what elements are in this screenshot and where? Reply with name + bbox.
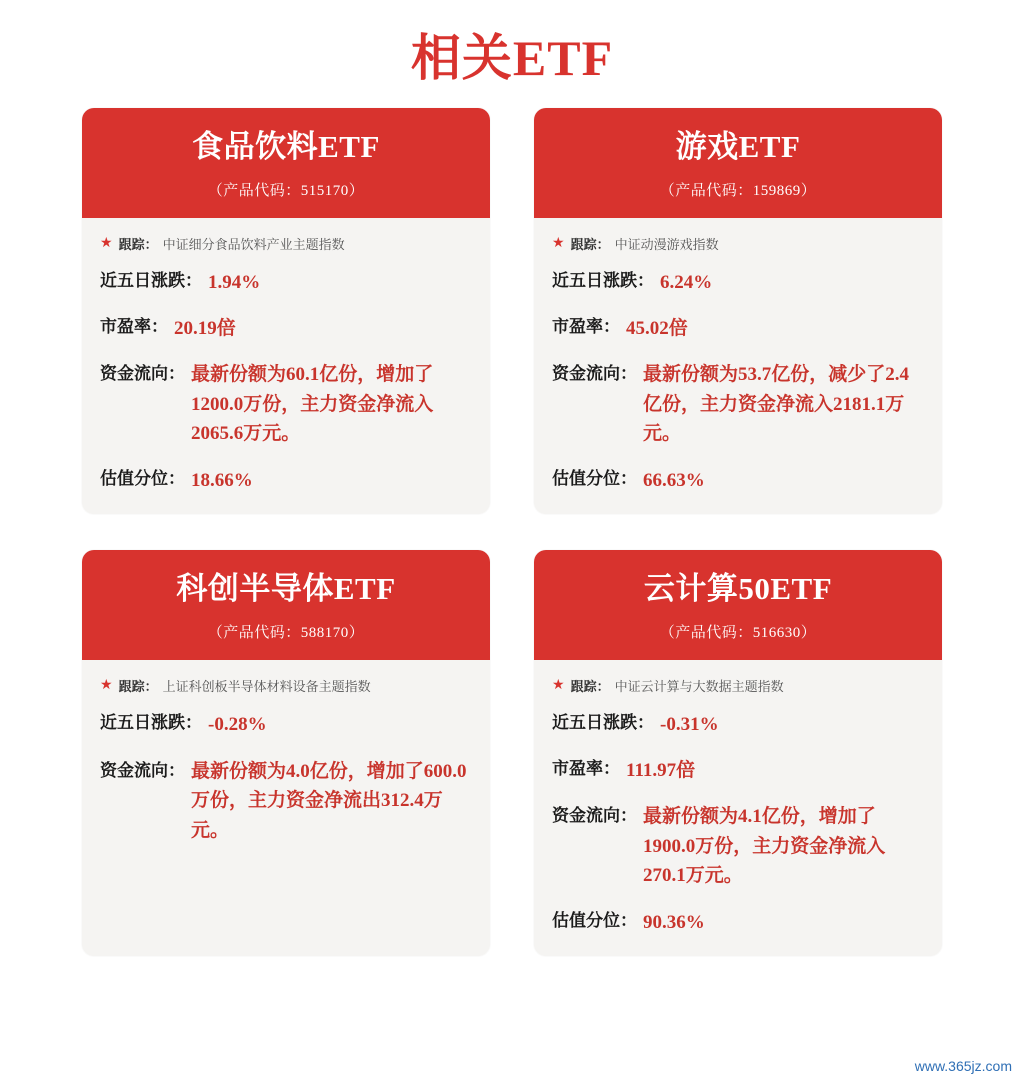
pe-value: 45.02倍 bbox=[626, 317, 688, 339]
valuation-percentile-row bbox=[100, 467, 472, 495]
etf-name: 科创半导体ETF bbox=[176, 571, 396, 607]
fund-flow-value: 最新份额为4.0亿份，增加了600.0万份，主力资金净流出312.4万元。 bbox=[191, 760, 467, 841]
code-suffix: ） bbox=[800, 625, 817, 642]
tracking-index-row bbox=[552, 676, 924, 695]
fund-flow-label: 资金流向： bbox=[100, 760, 185, 780]
etf-code bbox=[544, 621, 932, 642]
star-icon: ★ bbox=[552, 235, 565, 251]
fund-flow-label: 资金流向： bbox=[552, 806, 637, 826]
fund-flow-row bbox=[100, 757, 472, 845]
tracking-value: 中证动漫游戏指数 bbox=[614, 237, 719, 253]
valuation-percentile-row bbox=[552, 467, 924, 495]
fund-flow-value: 最新份额为4.1亿份，增加了1900.0万份，主力资金净流入270.1万元。 bbox=[643, 806, 886, 887]
star-icon: ★ bbox=[100, 677, 113, 693]
valuation-label: 估值分位： bbox=[100, 468, 185, 488]
code-suffix: ） bbox=[348, 625, 365, 642]
code-suffix: ） bbox=[348, 183, 365, 200]
etf-code bbox=[92, 621, 480, 642]
pe-value: 20.19倍 bbox=[174, 317, 236, 339]
fund-flow-value: 最新份额为53.7亿份，减少了2.4亿份，主力资金净流入2181.1万元。 bbox=[643, 364, 910, 445]
tracking-index-row bbox=[100, 234, 472, 253]
fund-flow-row bbox=[100, 360, 472, 448]
star-icon: ★ bbox=[100, 235, 113, 251]
five-day-label: 近五日涨跌： bbox=[100, 713, 202, 733]
etf-name: 云计算50ETF bbox=[643, 571, 833, 607]
five-day-value: -0.28% bbox=[208, 714, 267, 736]
five-day-label: 近五日涨跌： bbox=[552, 271, 654, 291]
tracking-label: 跟踪： bbox=[118, 679, 158, 695]
code-value: 159869 bbox=[752, 183, 801, 200]
etf-name: 游戏ETF bbox=[675, 129, 801, 164]
code-value: 515170 bbox=[300, 183, 349, 200]
pe-label: 市盈率： bbox=[100, 316, 168, 336]
code-value: 588170 bbox=[300, 625, 349, 642]
etf-card-grid bbox=[0, 100, 1024, 956]
pe-value: 111.97倍 bbox=[626, 759, 696, 781]
etf-name: 食品饮料ETF bbox=[192, 129, 380, 164]
etf-code bbox=[544, 179, 932, 200]
pe-ratio-row bbox=[552, 315, 924, 343]
tracking-value: 中证细分食品饮料产业主题指数 bbox=[162, 237, 345, 253]
etf-card-header bbox=[534, 550, 942, 660]
five-day-change-row bbox=[552, 269, 924, 297]
etf-card[interactable] bbox=[534, 108, 942, 514]
fund-flow-label: 资金流向： bbox=[100, 364, 185, 384]
tracking-value: 上证科创板半导体材料设备主题指数 bbox=[162, 679, 371, 695]
tracking-index-row bbox=[552, 234, 924, 253]
five-day-value: 6.24% bbox=[660, 272, 713, 294]
five-day-change-row bbox=[100, 269, 472, 297]
etf-card[interactable] bbox=[82, 108, 490, 514]
pe-label: 市盈率： bbox=[552, 758, 620, 778]
code-prefix: （产品代码： bbox=[659, 183, 753, 200]
pe-ratio-row bbox=[100, 315, 472, 343]
valuation-value: 18.66% bbox=[191, 469, 253, 491]
site-watermark: www.365jz.com bbox=[914, 1058, 1012, 1074]
five-day-change-row bbox=[100, 711, 472, 739]
code-prefix: （产品代码： bbox=[207, 625, 301, 642]
pe-label: 市盈率： bbox=[552, 316, 620, 336]
five-day-value: -0.31% bbox=[660, 714, 719, 736]
valuation-percentile-row bbox=[552, 909, 924, 937]
etf-card-body bbox=[82, 218, 490, 514]
star-icon: ★ bbox=[552, 677, 565, 693]
code-suffix: ） bbox=[800, 183, 817, 200]
etf-card-header bbox=[82, 108, 490, 218]
five-day-change-row bbox=[552, 711, 924, 739]
tracking-label: 跟踪： bbox=[118, 237, 158, 253]
tracking-value: 中证云计算与大数据主题指数 bbox=[614, 679, 784, 695]
etf-card[interactable] bbox=[534, 550, 942, 956]
etf-card[interactable] bbox=[82, 550, 490, 956]
fund-flow-value: 最新份额为60.1亿份，增加了1200.0万份，主力资金净流入2065.6万元。 bbox=[191, 364, 434, 445]
tracking-label: 跟踪： bbox=[570, 237, 610, 253]
valuation-value: 66.63% bbox=[643, 469, 705, 491]
page-title: 相关ETF bbox=[410, 30, 614, 86]
code-prefix: （产品代码： bbox=[207, 183, 301, 200]
etf-card-header bbox=[534, 108, 942, 218]
valuation-value: 90.36% bbox=[643, 911, 705, 933]
tracking-index-row bbox=[100, 676, 472, 695]
pe-ratio-row bbox=[552, 757, 924, 785]
fund-flow-row bbox=[552, 360, 924, 448]
etf-card-header bbox=[82, 550, 490, 660]
five-day-label: 近五日涨跌： bbox=[100, 271, 202, 291]
etf-card-body bbox=[534, 660, 942, 956]
valuation-label: 估值分位： bbox=[552, 468, 637, 488]
fund-flow-row bbox=[552, 802, 924, 890]
code-prefix: （产品代码： bbox=[659, 625, 753, 642]
etf-code bbox=[92, 179, 480, 200]
etf-card-body bbox=[534, 218, 942, 514]
valuation-label: 估值分位： bbox=[552, 910, 637, 930]
etf-card-body bbox=[82, 660, 490, 956]
fund-flow-label: 资金流向： bbox=[552, 364, 637, 384]
five-day-label: 近五日涨跌： bbox=[552, 713, 654, 733]
five-day-value: 1.94% bbox=[208, 272, 261, 294]
tracking-label: 跟踪： bbox=[570, 679, 610, 695]
code-value: 516630 bbox=[752, 625, 801, 642]
